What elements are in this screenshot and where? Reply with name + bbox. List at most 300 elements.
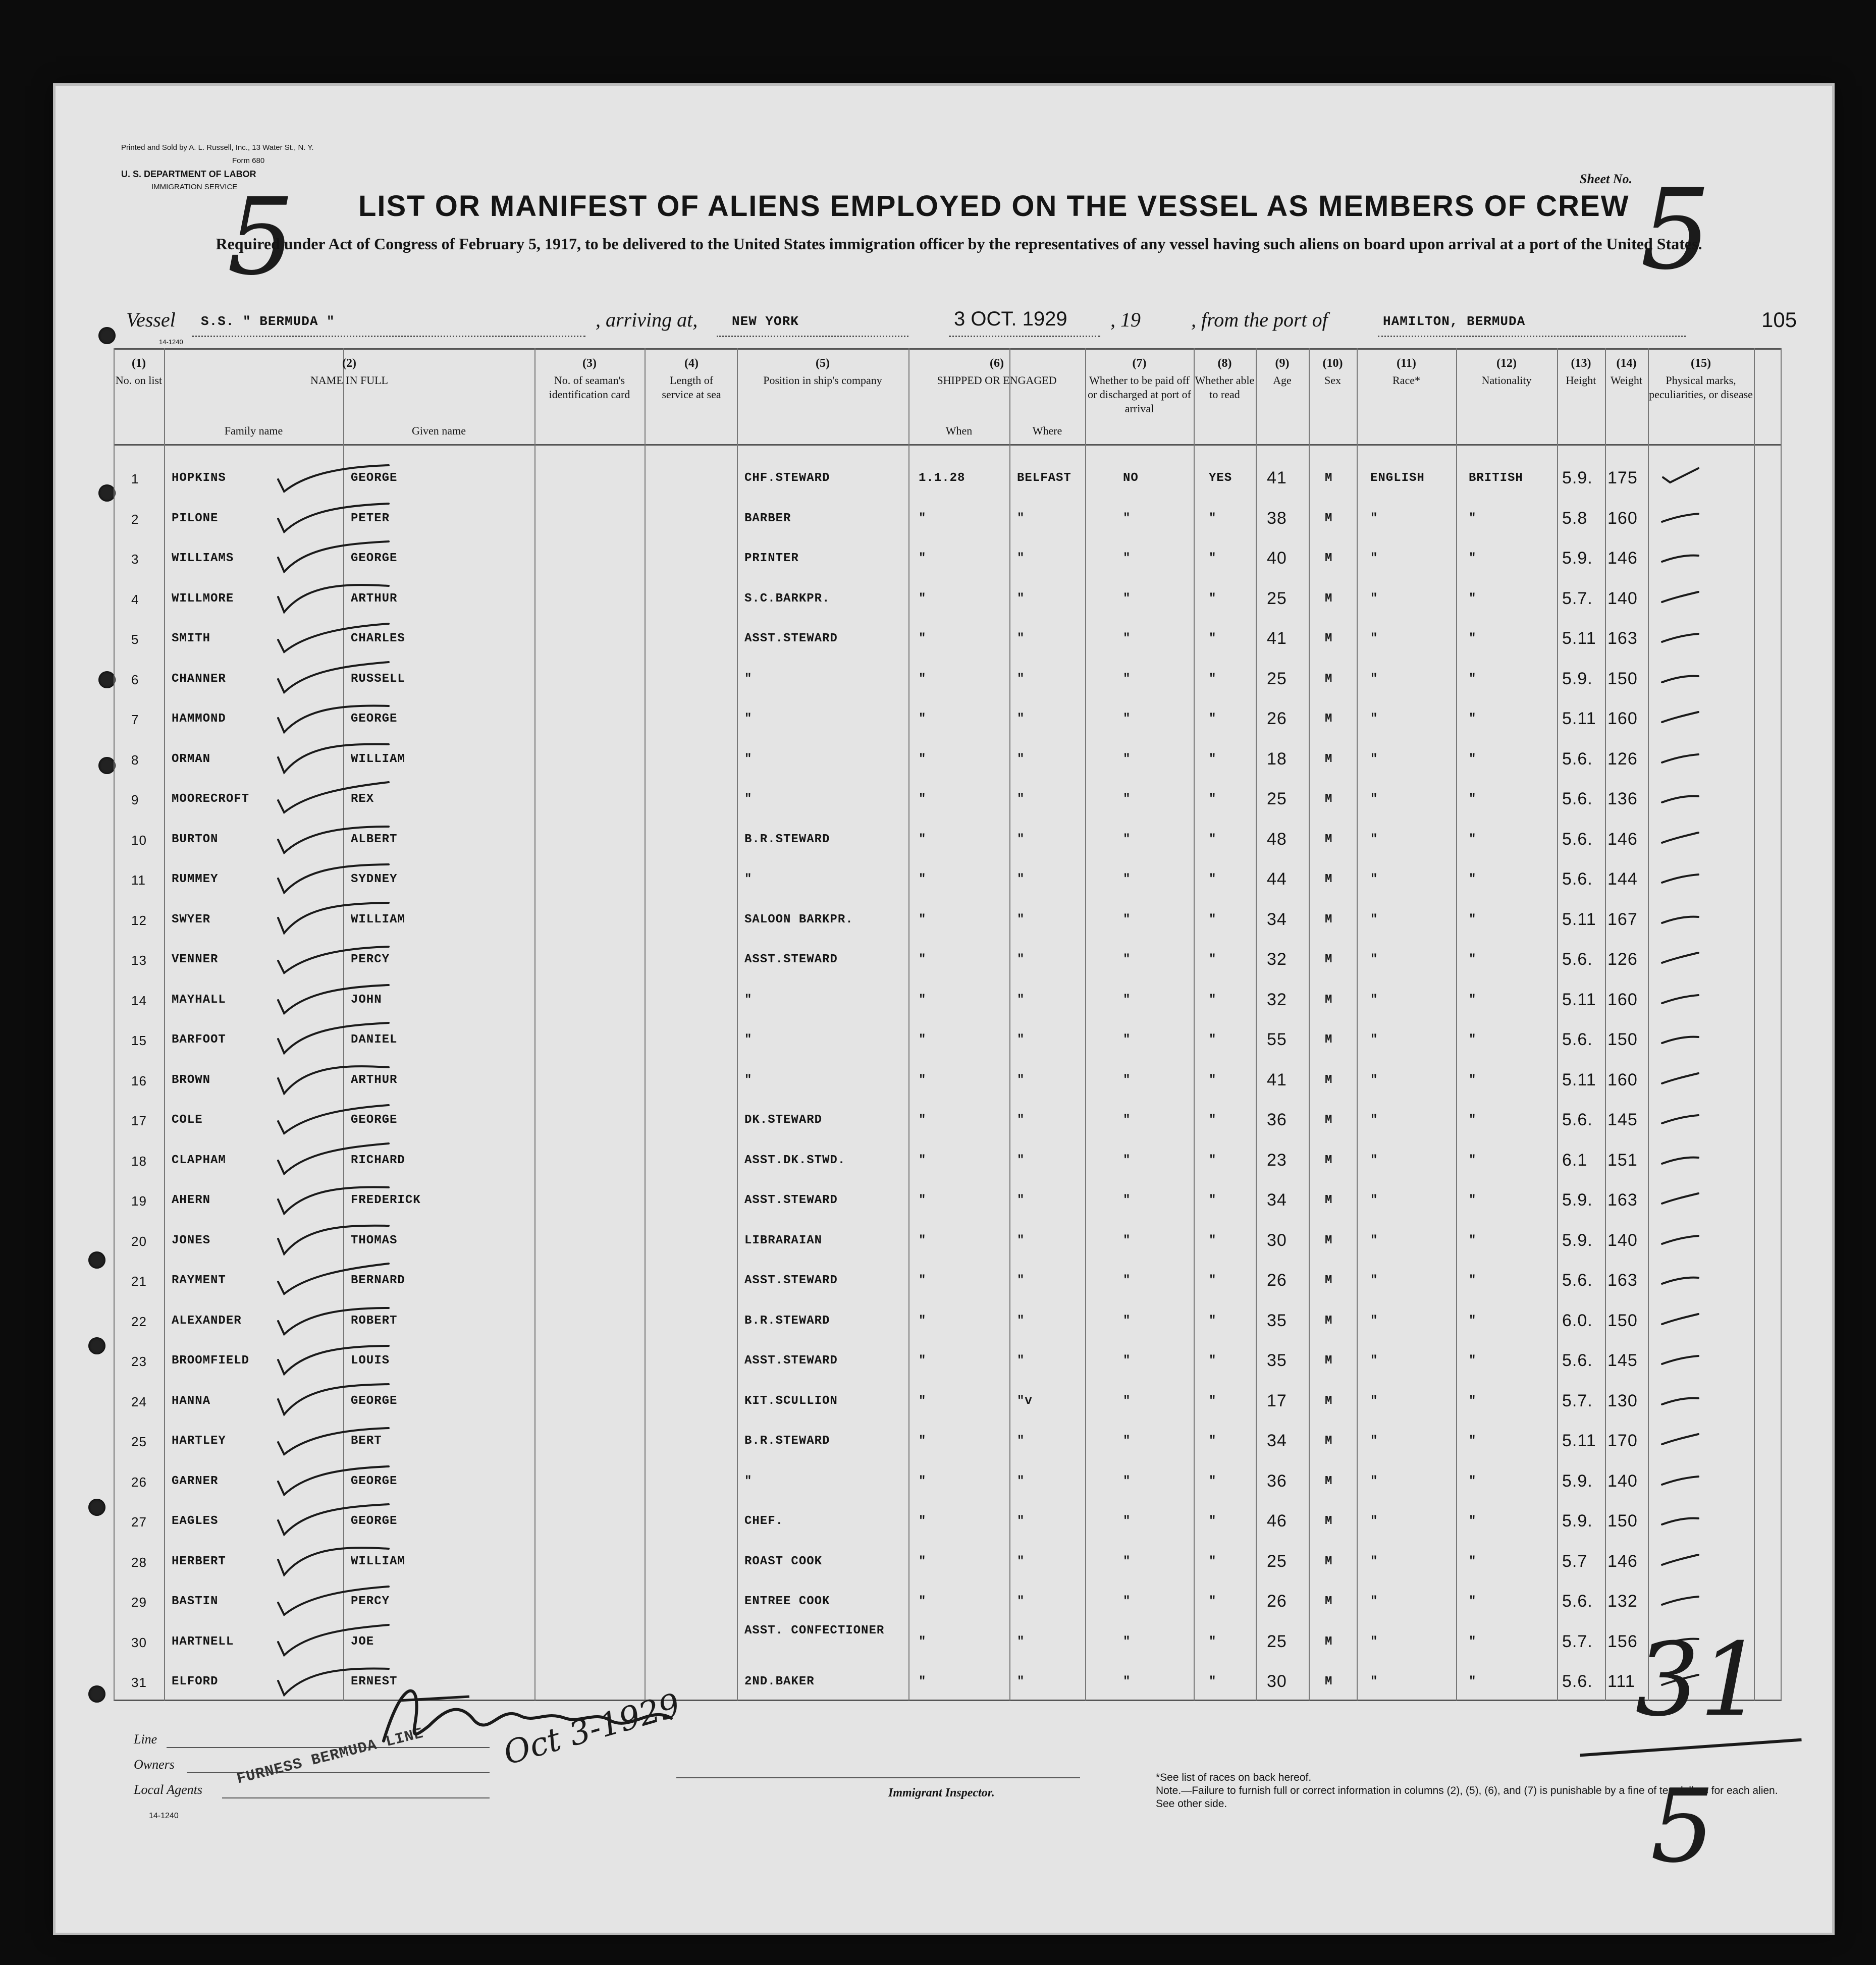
weight: 163: [1607, 1271, 1638, 1290]
shipped-where: ": [1017, 1073, 1025, 1087]
shipped-when: ": [919, 792, 927, 806]
sex: M: [1325, 672, 1333, 686]
race: ": [1370, 672, 1378, 686]
given-name: JOHN: [351, 993, 382, 1007]
able-to-read: ": [1209, 1394, 1217, 1408]
height: 5.11: [1562, 709, 1596, 728]
height: 5.6.: [1562, 789, 1593, 808]
row-number: 28: [131, 1554, 147, 1570]
shipped-where: ": [1017, 1474, 1025, 1488]
printer-imprint: [121, 141, 474, 194]
family-name: MOORECROFT: [172, 792, 250, 806]
shipped-when: ": [919, 511, 927, 525]
header-sex: [1309, 356, 1357, 388]
weight: 140: [1607, 1230, 1638, 1250]
age: 41: [1267, 629, 1287, 648]
family-name: RUMMEY: [172, 872, 219, 886]
header-id-card: [534, 356, 645, 402]
table-row: [114, 1462, 1782, 1501]
column-label: Race*: [1392, 374, 1420, 387]
row-number: 15: [131, 1033, 147, 1048]
sex: M: [1325, 1394, 1333, 1408]
table-row: [114, 1222, 1782, 1260]
dash-mark-icon: [1658, 904, 1703, 929]
family-name: HANNA: [172, 1394, 211, 1408]
weight: 163: [1607, 1190, 1638, 1210]
nationality: ": [1469, 1073, 1477, 1087]
column-number: (7): [1132, 357, 1147, 370]
paid-off: ": [1123, 752, 1131, 766]
nationality: ": [1469, 1675, 1477, 1688]
family-name: SWYER: [172, 912, 211, 926]
height: 5.6.: [1562, 1271, 1593, 1290]
column-label: Height: [1566, 374, 1596, 387]
check-mark-icon: [275, 976, 396, 1021]
family-name: AHERN: [172, 1193, 211, 1207]
able-to-read: ": [1209, 1434, 1217, 1448]
shipped-where: ": [1017, 792, 1025, 806]
race: ": [1370, 1554, 1378, 1568]
shipped-when: ": [919, 1113, 927, 1127]
family-name: BASTIN: [172, 1595, 219, 1608]
header-height: [1557, 356, 1605, 388]
height: 6.1: [1562, 1150, 1588, 1170]
position: ASST.STEWARD: [744, 1193, 838, 1207]
dash-mark-icon: [1658, 663, 1703, 688]
check-mark-icon: [275, 936, 396, 981]
able-to-read: ": [1209, 591, 1217, 606]
dash-mark-icon: [1658, 783, 1703, 808]
shipped-when: ": [919, 712, 927, 726]
weight: 167: [1607, 909, 1638, 929]
position: DK.STEWARD: [744, 1113, 823, 1127]
sex: M: [1325, 511, 1333, 525]
table-row: [114, 821, 1782, 859]
sex: M: [1325, 912, 1333, 926]
weight: 151: [1607, 1150, 1638, 1170]
footer-agents-rule: [222, 1797, 490, 1798]
check-mark-icon: [275, 1297, 396, 1342]
paid-off: ": [1123, 1274, 1131, 1287]
given-name: GEORGE: [351, 1514, 398, 1528]
given-name: GEORGE: [351, 1113, 398, 1127]
given-name: REX: [351, 792, 374, 806]
shipped-when: ": [919, 1434, 927, 1448]
from-underline: [1378, 336, 1686, 337]
able-to-read: ": [1209, 792, 1217, 806]
check-mark-icon: [275, 855, 396, 901]
shipped-where: ": [1017, 1274, 1025, 1287]
dash-mark-icon: [1658, 1505, 1703, 1531]
column-number: (1): [132, 357, 146, 370]
vessel-line: [126, 308, 1822, 343]
sex: M: [1325, 591, 1333, 606]
dash-mark-icon: [1658, 583, 1703, 608]
handwritten-bottom-number: 5: [1650, 1768, 1715, 1885]
table-row: [114, 700, 1782, 738]
shipped-when: ": [919, 1514, 927, 1528]
shipped-when: ": [919, 1033, 927, 1047]
dash-mark-icon: [1658, 1465, 1703, 1491]
age: 18: [1267, 749, 1287, 769]
position: ": [744, 792, 753, 806]
binder-hole: [88, 1499, 105, 1516]
header-where: Where: [1032, 424, 1062, 437]
check-mark-icon: [275, 1377, 396, 1423]
paid-off: ": [1123, 1314, 1131, 1328]
weight: 175: [1607, 468, 1638, 487]
table-row: [114, 941, 1782, 979]
position: ASST.STEWARD: [744, 953, 838, 966]
paid-off: ": [1123, 1595, 1131, 1608]
position: LIBRARAIAN: [744, 1233, 823, 1247]
nationality: ": [1469, 752, 1477, 766]
sex: M: [1325, 1634, 1333, 1649]
given-name: PERCY: [351, 953, 390, 966]
inspector-signature-rule: [676, 1777, 1080, 1778]
nationality: ": [1469, 1554, 1477, 1568]
given-name: BERT: [351, 1434, 382, 1448]
nationality: ": [1469, 993, 1477, 1007]
dash-mark-icon: [1658, 623, 1703, 648]
height: 5.9.: [1562, 669, 1593, 688]
shipped-where: ": [1017, 1033, 1025, 1047]
shipped-when: ": [919, 672, 927, 686]
age: 25: [1267, 669, 1287, 688]
check-mark-icon: [275, 454, 396, 500]
shipped-where: ": [1017, 591, 1025, 606]
family-name: PILONE: [172, 511, 219, 525]
paid-off: ": [1123, 1675, 1131, 1688]
able-to-read: ": [1209, 1153, 1217, 1167]
sex: M: [1325, 1314, 1333, 1328]
height: 5.7.: [1562, 1631, 1593, 1651]
table-row: [114, 620, 1782, 658]
shipped-where: ": [1017, 1113, 1025, 1127]
paid-off: ": [1123, 1514, 1131, 1528]
able-to-read: ": [1209, 1314, 1217, 1328]
check-mark-icon: [275, 1618, 396, 1663]
column-number: (15): [1691, 357, 1711, 370]
weight: 160: [1607, 508, 1638, 528]
header-no-on-list: [114, 356, 164, 388]
shipped-when: ": [919, 1193, 927, 1207]
given-name: THOMAS: [351, 1233, 398, 1247]
row-number: 10: [131, 832, 147, 848]
race: ENGLISH: [1370, 471, 1425, 485]
nationality: ": [1469, 1233, 1477, 1247]
height: 5.6.: [1562, 1672, 1593, 1691]
able-to-read: ": [1209, 1554, 1217, 1568]
position: B.R.STEWARD: [744, 1314, 830, 1328]
position: B.R.STEWARD: [744, 832, 830, 846]
check-mark-icon: [275, 1257, 396, 1302]
paid-off: ": [1123, 1113, 1131, 1127]
row-number: 27: [131, 1514, 147, 1530]
row-number: 17: [131, 1113, 147, 1128]
able-to-read: ": [1209, 993, 1217, 1007]
age: 34: [1267, 909, 1287, 929]
column-number: (2): [342, 357, 356, 370]
shipped-where: ": [1017, 632, 1025, 645]
height: 5.7: [1562, 1551, 1588, 1571]
check-mark-icon: [275, 1417, 396, 1462]
shipped-when: ": [919, 832, 927, 846]
family-name: JONES: [172, 1233, 211, 1247]
age: 30: [1267, 1672, 1287, 1691]
position: ": [744, 1033, 753, 1047]
weight: 163: [1607, 629, 1638, 648]
nationality: ": [1469, 1474, 1477, 1488]
position: ASST.STEWARD: [744, 1274, 838, 1287]
shipped-where: ": [1017, 1354, 1025, 1368]
race: ": [1370, 1314, 1378, 1328]
row-number: 26: [131, 1474, 147, 1490]
nationality: ": [1469, 1274, 1477, 1287]
nationality: ": [1469, 1153, 1477, 1167]
nationality: ": [1469, 792, 1477, 806]
paid-off: ": [1123, 1354, 1131, 1368]
table-row: [114, 1101, 1782, 1139]
column-label: Sex: [1324, 374, 1341, 387]
column-number: (10): [1322, 357, 1343, 370]
weight: 160: [1607, 990, 1638, 1009]
table-row: [114, 1502, 1782, 1541]
table-row: [114, 580, 1782, 618]
height: 5.6.: [1562, 1592, 1593, 1611]
position: KIT.SCULLION: [744, 1394, 838, 1408]
dash-mark-icon: [1658, 984, 1703, 1009]
position: BARBER: [744, 511, 791, 525]
age: 32: [1267, 950, 1287, 969]
binder-hole: [98, 671, 116, 688]
family-name: BROWN: [172, 1073, 211, 1087]
able-to-read: ": [1209, 1113, 1217, 1127]
footer-owners-label: Owners: [134, 1757, 175, 1772]
signature-date: Oct 3-1929: [499, 1686, 684, 1773]
handwritten-right-number: 5: [1640, 165, 1711, 294]
paid-off: ": [1123, 1554, 1131, 1568]
age: 25: [1267, 789, 1287, 808]
table-row: [114, 1543, 1782, 1581]
able-to-read: ": [1209, 1354, 1217, 1368]
race: ": [1370, 591, 1378, 606]
shipped-where: ": [1017, 1514, 1025, 1528]
position: ": [744, 1073, 753, 1087]
able-to-read: ": [1209, 1233, 1217, 1247]
row-number: 12: [131, 912, 147, 928]
shipped-where: ": [1017, 1634, 1025, 1649]
race: ": [1370, 1113, 1378, 1127]
row-number: 22: [131, 1314, 147, 1329]
row-number: 21: [131, 1274, 147, 1289]
page-number: 105: [1761, 308, 1797, 332]
note-races: *See list of races on back hereof.: [1156, 1772, 1312, 1783]
shipped-where: ": [1017, 552, 1025, 565]
weight: 126: [1607, 950, 1638, 969]
age: 35: [1267, 1311, 1287, 1330]
date-underline: [949, 336, 1100, 337]
year-label: , 19: [1110, 308, 1141, 331]
row-number: 9: [131, 792, 139, 807]
shipped-when: ": [919, 1675, 927, 1688]
sex: M: [1325, 993, 1333, 1007]
family-name: HAMMOND: [172, 712, 226, 726]
shipped-when: ": [919, 1474, 927, 1488]
position: ": [744, 872, 753, 886]
given-name: SYDNEY: [351, 872, 398, 886]
age: 23: [1267, 1150, 1287, 1170]
table-row: [114, 1262, 1782, 1300]
footer-form-code: 14-1240: [149, 1812, 179, 1820]
race: ": [1370, 1595, 1378, 1608]
check-mark-icon: [275, 1136, 396, 1182]
age: 36: [1267, 1471, 1287, 1491]
weight: 170: [1607, 1431, 1638, 1450]
able-to-read: ": [1209, 1274, 1217, 1287]
given-name: GEORGE: [351, 471, 398, 485]
check-mark-icon: [275, 575, 396, 620]
paid-off: ": [1123, 632, 1131, 645]
shipped-when: ": [919, 953, 927, 966]
age: 32: [1267, 990, 1287, 1009]
sex: M: [1325, 792, 1333, 806]
family-name: SMITH: [172, 632, 211, 645]
arrival-port: NEW YORK: [732, 314, 799, 329]
paid-off: ": [1123, 912, 1131, 926]
family-name: ALEXANDER: [172, 1314, 242, 1328]
shipped-where: ": [1017, 953, 1025, 966]
age: 34: [1267, 1190, 1287, 1210]
shipped-when: ": [919, 632, 927, 645]
dash-mark-icon: [1658, 1184, 1703, 1210]
weight: 145: [1607, 1351, 1638, 1370]
header-weight: [1605, 356, 1648, 388]
check-mark-icon: [275, 735, 396, 781]
dash-mark-icon: [1658, 1345, 1703, 1370]
paid-off: ": [1123, 1474, 1131, 1488]
column-number: (4): [684, 357, 699, 370]
shipped-when: ": [919, 1354, 927, 1368]
header-able-to-read: [1194, 356, 1256, 402]
height: 5.11: [1562, 629, 1596, 648]
check-mark-icon: [275, 1217, 396, 1262]
column-number: (9): [1275, 357, 1290, 370]
height: 5.6.: [1562, 869, 1593, 889]
shipped-where: ": [1017, 1595, 1025, 1608]
race: ": [1370, 1033, 1378, 1047]
footer-owners-rule: [187, 1772, 490, 1773]
sex: M: [1325, 712, 1333, 726]
age: 25: [1267, 588, 1287, 608]
position: PRINTER: [744, 552, 799, 565]
page-title: LIST OR MANIFEST OF ALIENS EMPLOYED ON THE VESSEL AS MEMBERS OF CREW: [358, 190, 1630, 223]
shipped-where: ": [1017, 1193, 1025, 1207]
dash-mark-icon: [1658, 462, 1703, 487]
binder-hole: [98, 327, 116, 344]
arrival-underline: [717, 336, 908, 337]
binder-hole: [88, 1251, 105, 1269]
sex: M: [1325, 1354, 1333, 1368]
row-number: 13: [131, 953, 147, 968]
race: ": [1370, 1233, 1378, 1247]
row-number: 2: [131, 511, 139, 527]
able-to-read: ": [1209, 1193, 1217, 1207]
paid-off: ": [1123, 672, 1131, 686]
shipped-when: ": [919, 1634, 927, 1649]
printer-line: Printed and Sold by A. L. Russell, Inc., 13 Water St., N. Y.: [121, 143, 314, 152]
row-number: 29: [131, 1595, 147, 1610]
footer-agents-label: Local Agents: [134, 1782, 203, 1797]
age: 35: [1267, 1351, 1287, 1370]
weight: 140: [1607, 1471, 1638, 1491]
header-length-of-service: [659, 356, 724, 402]
sex: M: [1325, 1434, 1333, 1448]
age: 25: [1267, 1551, 1287, 1571]
height: 5.11: [1562, 990, 1596, 1009]
row-number: 31: [131, 1675, 147, 1690]
arrival-date: 3 OCT. 1929: [954, 308, 1067, 330]
family-name: RAYMENT: [172, 1274, 226, 1287]
able-to-read: ": [1209, 1634, 1217, 1649]
able-to-read: ": [1209, 712, 1217, 726]
given-name: GEORGE: [351, 552, 398, 565]
family-name: GARNER: [172, 1474, 219, 1488]
given-name: PETER: [351, 511, 390, 525]
given-name: RUSSELL: [351, 672, 405, 686]
row-number: 1: [131, 471, 139, 486]
given-name: ARTHUR: [351, 1073, 398, 1087]
paid-off: ": [1123, 591, 1131, 606]
row-number: 20: [131, 1233, 147, 1249]
row-number: 14: [131, 993, 147, 1008]
weight: 130: [1607, 1391, 1638, 1410]
weight: 111: [1607, 1672, 1635, 1691]
sex: M: [1325, 1033, 1333, 1047]
height: 5.7.: [1562, 588, 1593, 608]
age: 26: [1267, 1592, 1287, 1611]
table-row: [114, 1422, 1782, 1460]
nationality: ": [1469, 712, 1477, 726]
check-mark-icon: [275, 695, 396, 740]
row-number: 7: [131, 712, 139, 727]
height: 5.6.: [1562, 1030, 1593, 1049]
table-row: [114, 1663, 1782, 1701]
shipped-when: ": [919, 1554, 927, 1568]
family-name: WILLIAMS: [172, 552, 234, 565]
header-race: [1357, 356, 1456, 388]
family-name: HARTLEY: [172, 1434, 226, 1448]
weight: 160: [1607, 709, 1638, 728]
nationality: ": [1469, 1514, 1477, 1528]
table-row: [114, 459, 1782, 498]
row-number: 3: [131, 552, 139, 567]
dash-mark-icon: [1658, 542, 1703, 568]
able-to-read: ": [1209, 953, 1217, 966]
vessel-name: S.S. " BERMUDA ": [201, 314, 335, 329]
height: 5.11: [1562, 909, 1596, 929]
given-name: GEORGE: [351, 1394, 398, 1408]
given-name: ARTHUR: [351, 591, 398, 606]
family-name: CLAPHAM: [172, 1153, 226, 1167]
able-to-read: ": [1209, 752, 1217, 766]
race: ": [1370, 993, 1378, 1007]
nationality: ": [1469, 1033, 1477, 1047]
able-to-read: ": [1209, 1073, 1217, 1087]
dash-mark-icon: [1658, 503, 1703, 528]
column-label: No. on list: [115, 374, 163, 387]
able-to-read: ": [1209, 672, 1217, 686]
